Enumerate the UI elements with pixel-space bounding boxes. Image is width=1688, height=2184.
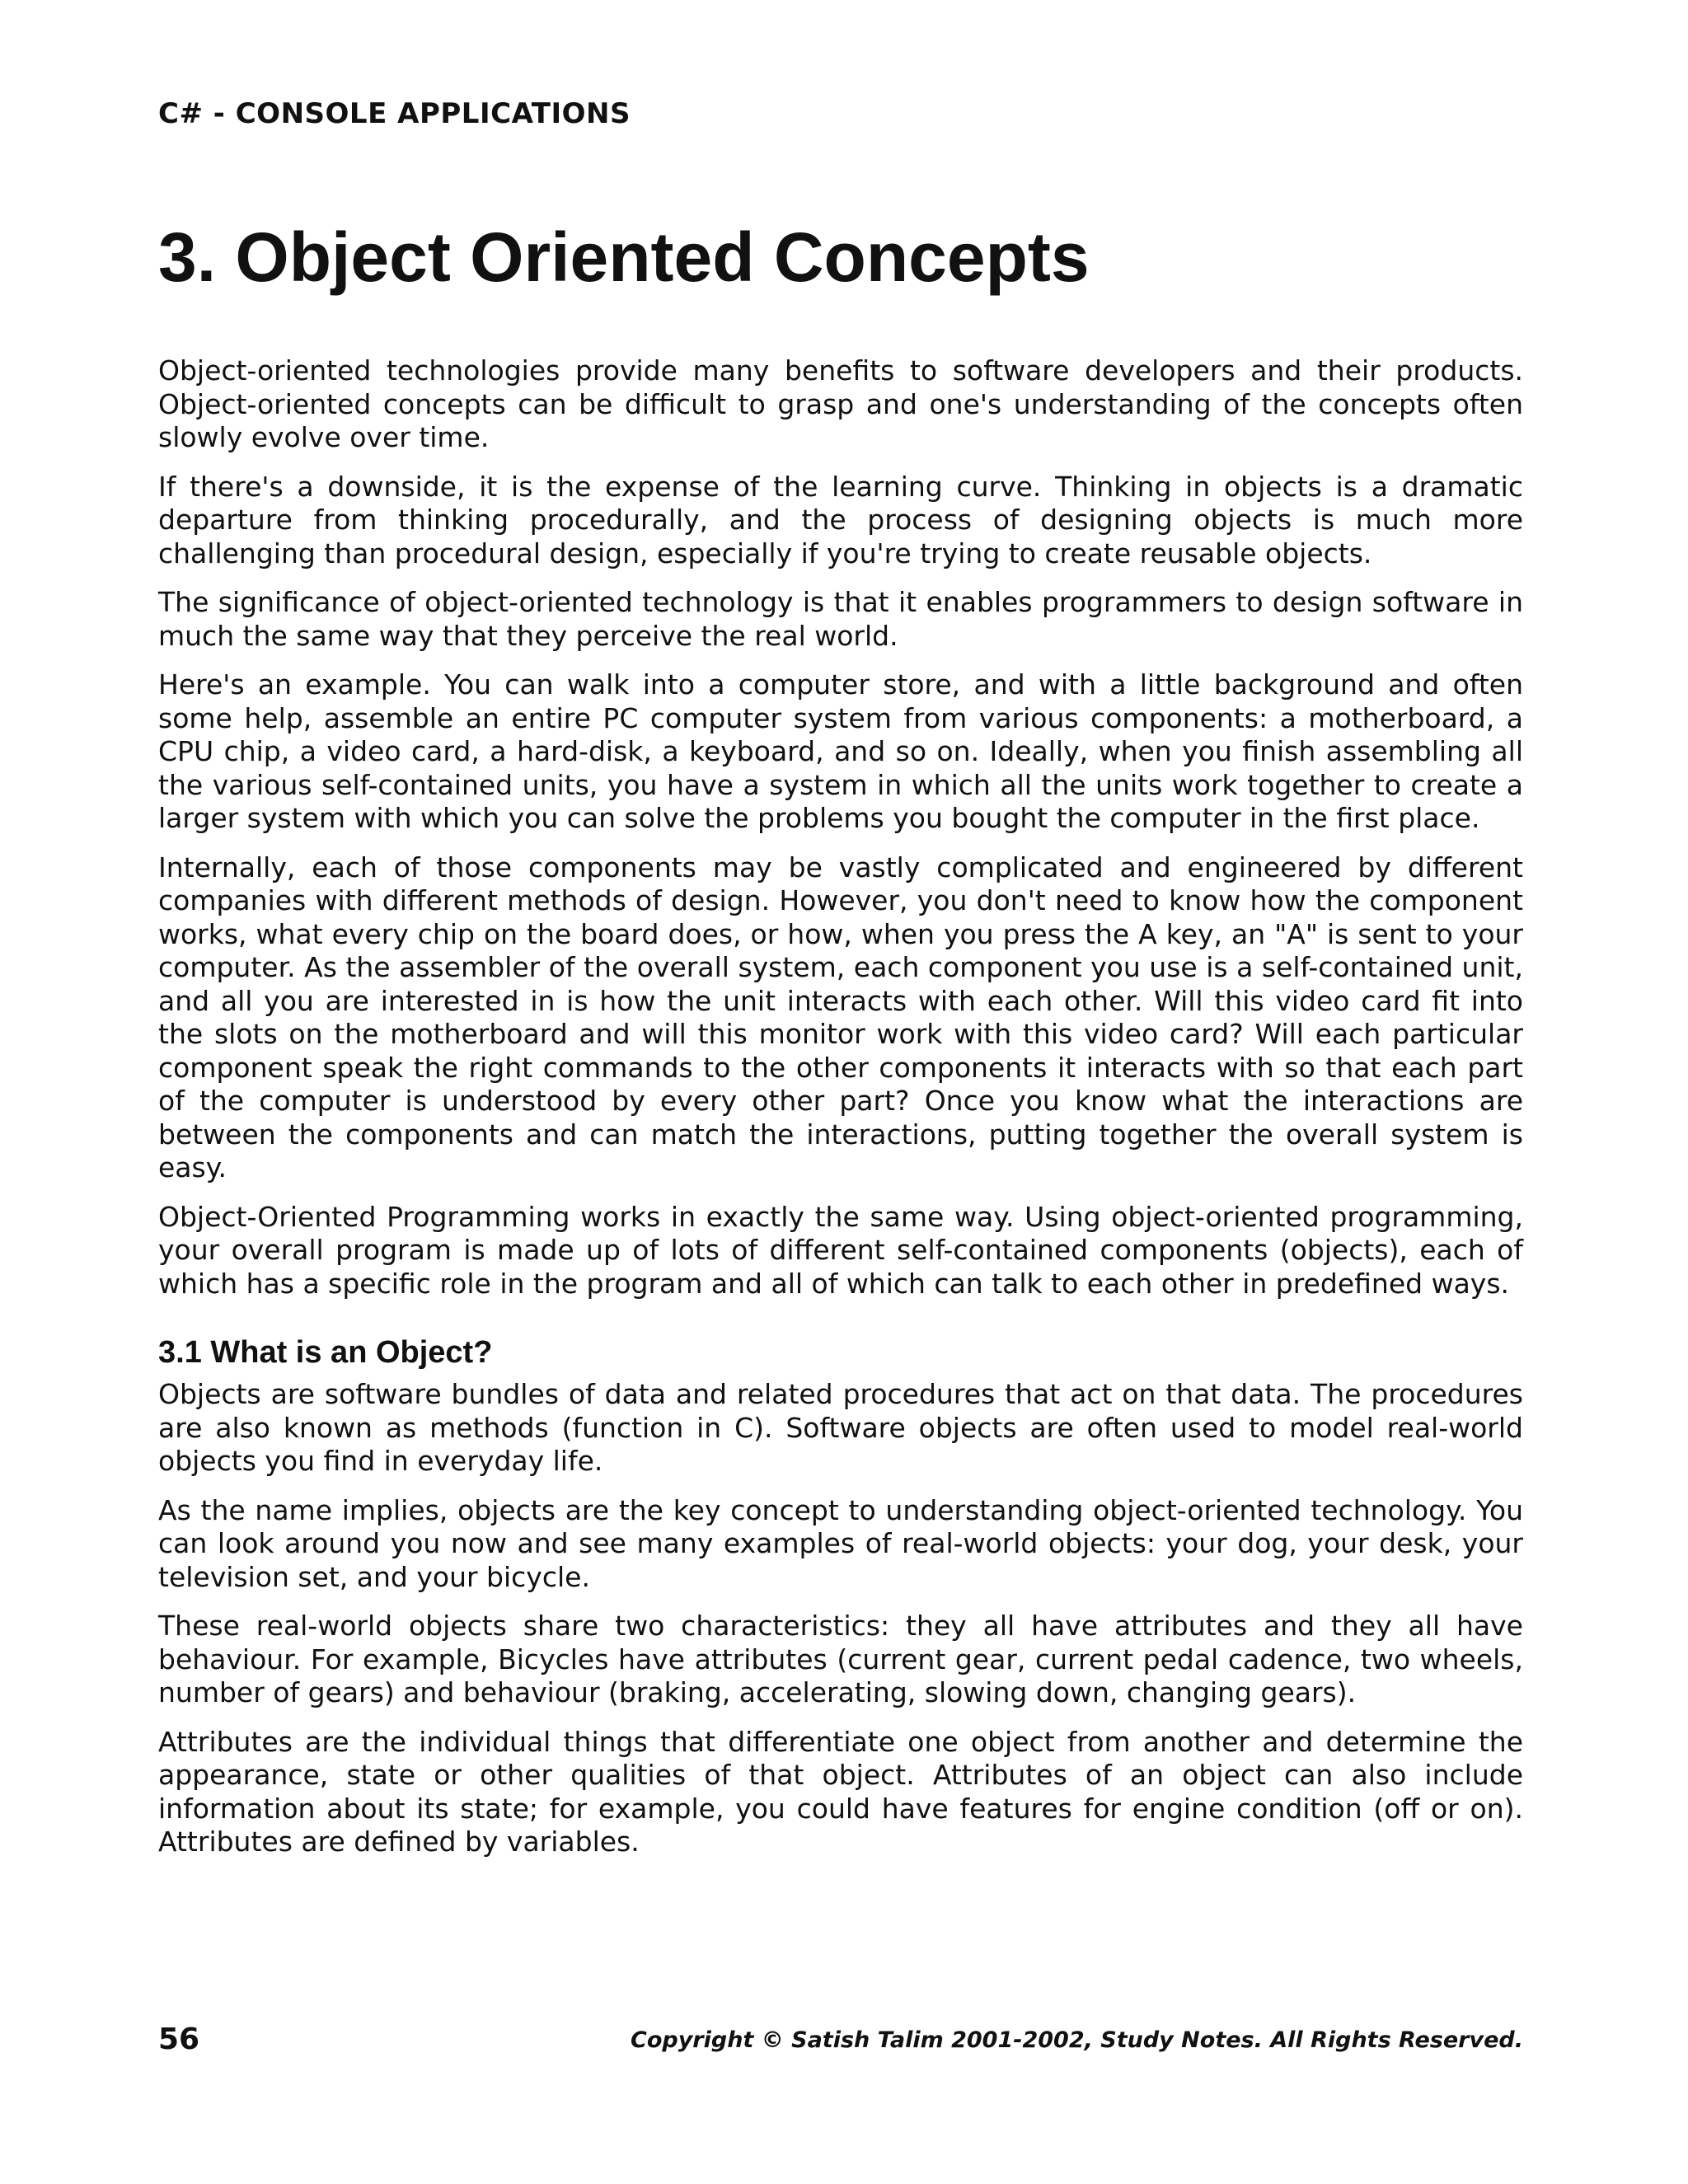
paragraph: If there's a downside, it is the expense of the learning curve. Thinking in objects is a dramatic departure from thinking procedurally, and the process of designing objects is much more challenging than procedural design, especially if you're trying to create reusable objects. bbox=[158, 470, 1523, 569]
chapter-title: 3. Object Oriented Concepts bbox=[158, 218, 1090, 296]
running-header: C# - CONSOLE APPLICATIONS bbox=[158, 97, 631, 130]
paragraph: Internally, each of those components may be vastly complicated and engineered by different companies with different methods of design. However, you don't need to know how the component works, what every chip on the board does, or how, when you press the A key, an "A" is sent to your computer. As the assembler of the overall system, each component you use is a self-contained unit, and all you are interested in is how the unit interacts with each other. Will this video card fit into the slots on the motherboard and will this monitor work with this video card? Will each particular component speak the right commands to the other components it interacts with so that each part of the computer is understood by every other part? Once you know what the interactions are between the components and can match the interactions, putting together the overall system is easy. bbox=[158, 851, 1523, 1183]
page-number: 56 bbox=[158, 2022, 200, 2056]
paragraph: Attributes are the individual things that differentiate one object from another and determine the appearance, state or other qualities of that object. Attributes of an object can also include information about its state; for example, you could have features for engine condition (off or on). Attributes are defined by variables. bbox=[158, 1725, 1523, 1858]
paragraph: Here's an example. You can walk into a computer store, and with a little background and often some help, assemble an entire PC computer system from various components: a motherboard, a CPU chip, a video card, a hard-disk, a keyboard, and so on. Ideally, when you finish assembling all the various self-contained units, you have a system in which all the units work together to create a larger system with which you can solve the problems you bought the computer in the first place. bbox=[158, 668, 1523, 834]
copyright-notice: Copyright © Satish Talim 2001-2002, Study Notes. All Rights Reserved. bbox=[631, 2027, 1523, 2053]
paragraph: Object-oriented technologies provide many benefits to software developers and their products. Object-oriented concepts can be difficult to grasp and one's understanding of the concepts often slowly evolve over time. bbox=[158, 354, 1523, 453]
body-text bbox=[158, 354, 1523, 1875]
section-heading: 3.1 What is an Object? bbox=[158, 1335, 493, 1370]
paragraph: Object-Oriented Programming works in exactly the same way. Using object-oriented programming, your overall program is made up of lots of different self-contained components (objects), each of which has a specific role in the program and all of which can talk to each other in predefined ways. bbox=[158, 1200, 1523, 1300]
paragraph: Objects are software bundles of data and related procedures that act on that data. The procedures are also known as methods (function in C). Software objects are often used to model real-world objects you find in everyday life. bbox=[158, 1378, 1523, 1477]
paragraph: These real-world objects share two characteristics: they all have attributes and they all have behaviour. For example, Bicycles have attributes (current gear, current pedal cadence, two wheels, number of gears) and behaviour (braking, accelerating, slowing down, changing gears). bbox=[158, 1610, 1523, 1708]
paragraph: The significance of object-oriented technology is that it enables programmers to design software in much the same way that they perceive the real world. bbox=[158, 586, 1523, 652]
paragraph: As the name implies, objects are the key concept to understanding object-oriented technology. You can look around you now and see many examples of real-world objects: your dog, your desk, your television set, and your bicycle. bbox=[158, 1493, 1523, 1593]
